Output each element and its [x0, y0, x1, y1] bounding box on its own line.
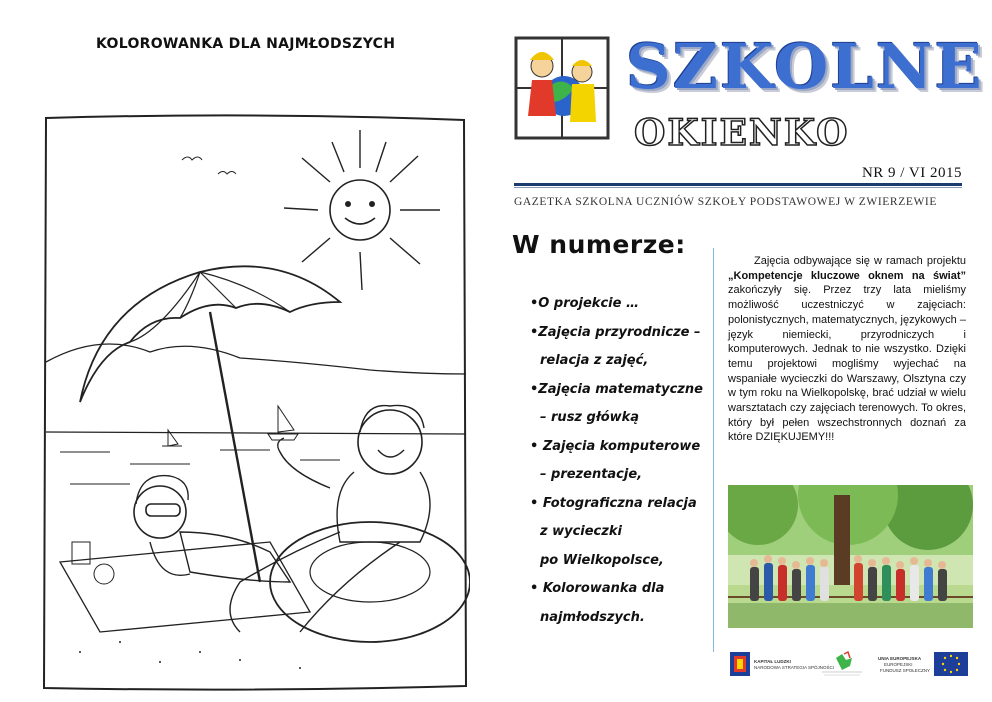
- toc-line: • Zajęcia komputerowe: [530, 438, 701, 454]
- toc-line: relacja z zajęć,: [540, 353, 649, 368]
- toc-line: • Fotograficzna relacja: [530, 495, 697, 511]
- poviat-logo-icon: [822, 652, 862, 675]
- masthead-rule-thin: [514, 187, 962, 188]
- group-photo: [728, 485, 973, 628]
- toc-line: •O projekcie …: [530, 296, 639, 311]
- article-project-name: „Kompetencje kluczowe oknem na świat”: [728, 269, 966, 282]
- article-text-rest: zakończyły się. Przez trzy lata mieliśmy możliwość uczestniczyć w zajęciach: polonistycznych, matematycznych, językowych – język niemiecki, przyrodniczych i komputerowych. Jednak to nie wszystko. Dzięki temu projektowi mogliśmy wyjechać na wspaniałe wycieczki do Warszawy, Olsztyna czy w tym roku na Wielkopolskę, brać udział w wielu warsztatach czy zajęciach terenowych. To okres, który był pełen wszechstronnych doznań za które DZIĘKUJEMY!!!: [728, 284, 966, 444]
- toc-line: – rusz główką: [540, 410, 640, 425]
- masthead-rule: [514, 183, 962, 186]
- coloring-page-illustration: [40, 112, 470, 694]
- masthead-subtitle: GAZETKA SZKOLNA UCZNIÓW SZKOŁY PODSTAWOWEJ W ZWIERZEWIE: [514, 196, 937, 208]
- masthead-title-line2: OKIENKO: [634, 112, 850, 154]
- kapital-ludzki-sub: NARODOWA STRATEGIA SPÓJNOŚCI: [754, 665, 835, 670]
- article-paragraph: [728, 254, 966, 445]
- toc-line: najmłodszych.: [540, 609, 645, 625]
- ue-sub-2: FUNDUSZ SPOŁECZNY: [880, 668, 931, 673]
- coloring-page-heading: KOLOROWANKA DLA NAJMŁODSZYCH: [96, 36, 396, 52]
- toc-line: z wycieczki: [540, 524, 622, 539]
- masthead-title-line1: SZKOLNE: [626, 30, 984, 103]
- column-divider: [713, 248, 714, 652]
- toc-title: W numerze:: [512, 230, 686, 259]
- school-logo: [514, 36, 610, 140]
- issue-number: NR 9 / VI 2015: [861, 165, 962, 181]
- toc-line: – prezentacje,: [540, 467, 643, 482]
- toc-line: •Zajęcia przyrodnicze –: [530, 324, 701, 340]
- toc-line: • Kolorowanka dla: [530, 581, 665, 596]
- kapital-ludzki-label: KAPITAŁ LUDZKI: [754, 659, 791, 664]
- article-text-start: Zajęcia odbywające się w ramach projektu: [754, 255, 966, 267]
- ue-title: UNIA EUROPEJSKA: [878, 656, 922, 661]
- ue-sub-1: EUROPEJSKI: [884, 662, 913, 667]
- toc-line: po Wielkopolsce,: [540, 552, 664, 568]
- toc-line: •Zajęcia matematyczne: [530, 381, 703, 397]
- footer-logos: [728, 646, 973, 682]
- toc-list: [530, 290, 715, 632]
